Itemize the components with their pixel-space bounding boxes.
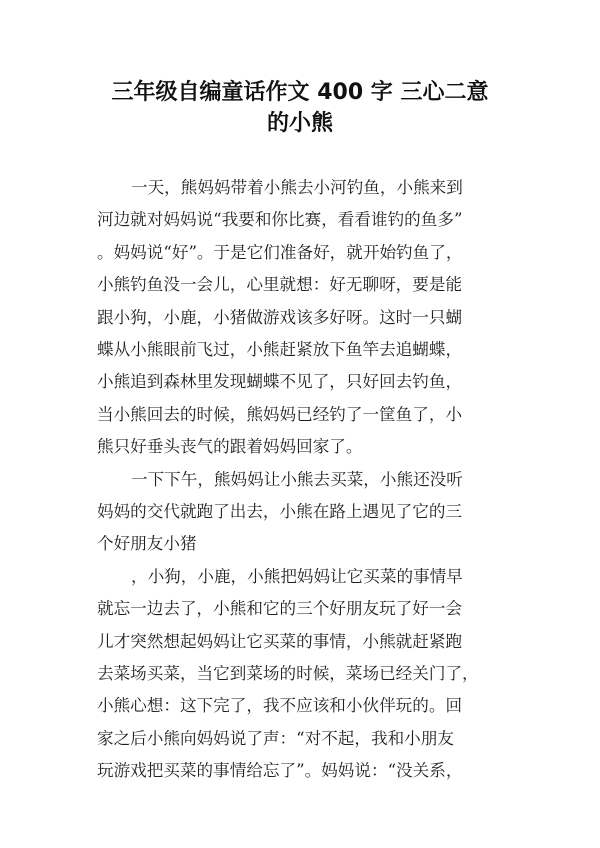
body-text-line: 熊只好垂头丧气的跟着妈妈回家了。 xyxy=(97,437,363,457)
body-text-line: 河边就对妈妈说“我要和你比赛，看看谁钓的鱼多” xyxy=(97,210,463,230)
body-text-line: 小熊追到森林里发现蝴蝶不见了，只好回去钓鱼， xyxy=(97,372,463,392)
body-text-line: 去菜场买菜，当它到菜场的时候，菜场已经关门了， xyxy=(97,664,479,683)
body-text-line: 一下下午，熊妈妈让小熊去买菜，小熊还没听 xyxy=(131,469,463,489)
body-text-line: 。妈妈说“好”。于是它们准备好，就开始钓鱼了， xyxy=(97,242,463,262)
body-text-line: 家之后小熊向妈妈说了声：“对不起，我和小朋友 xyxy=(97,728,454,748)
body-text-line: 小熊心想：这下完了，我不应该和小伙伴玩的。回 xyxy=(97,696,463,716)
body-text-line: 妈妈的交代就跑了出去，小熊在路上遇见了它的三 xyxy=(97,502,463,521)
body-text-line: 跟小狗，小鹿，小猪做游戏该多好呀。这时一只蝴 xyxy=(97,307,463,327)
body-text-line: 儿才突然想起妈妈让它买菜的事情，小熊就赶紧跑 xyxy=(97,631,463,651)
body-text-line: ，小狗，小鹿，小熊把妈妈让它买菜的事情早 xyxy=(131,566,463,586)
body-text-line: 蝶从小熊眼前飞过，小熊赶紧放下鱼竿去追蝴蝶， xyxy=(97,340,463,359)
body-text-line: 玩游戏把买菜的事情给忘了”。妈妈说：“没关系， xyxy=(97,761,463,781)
body-text-line: 当小熊回去的时候，熊妈妈已经钓了一筐鱼了，小 xyxy=(97,404,463,424)
body-text-line: 就忘一边去了，小熊和它的三个好朋友玩了好一会 xyxy=(97,599,463,619)
body-text-line: 个好朋友小猪 xyxy=(97,534,197,554)
body-text-line: 小熊钓鱼没一会儿，心里就想：好无聊呀，要是能 xyxy=(97,275,463,295)
body-text-line: 一天，熊妈妈带着小熊去小河钓鱼，小熊来到 xyxy=(131,178,463,197)
document-title-line-1: 三年级自编童话作文 400 字 三心二意 xyxy=(111,80,489,105)
document-title-line-2: 的小熊 xyxy=(266,111,333,136)
